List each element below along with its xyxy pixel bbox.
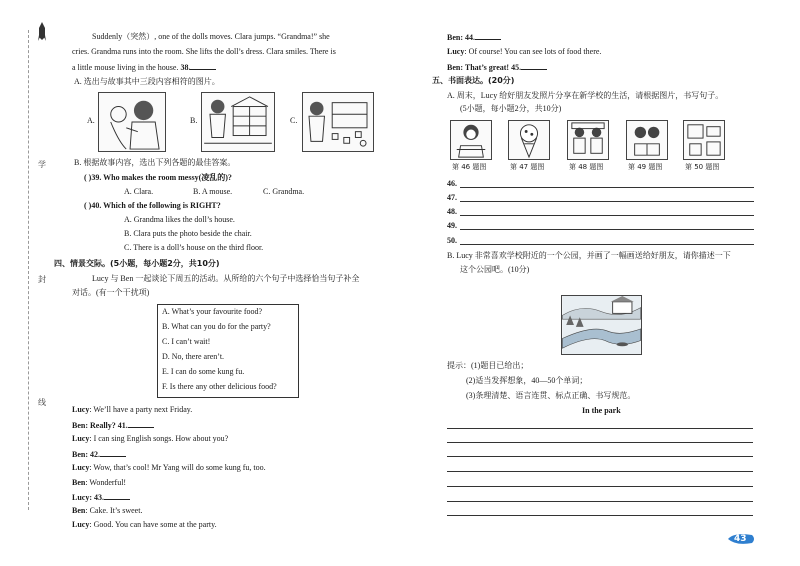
essay-line[interactable]: [447, 471, 753, 472]
options-box: [157, 304, 299, 398]
picture-49: [626, 120, 668, 160]
q39-option: C. Grandma.: [263, 187, 305, 196]
picture-caption: 第 46 题图: [452, 163, 487, 171]
essay-line[interactable]: [447, 515, 753, 516]
dialogue-line: Ben: That’s great! 45.: [447, 62, 547, 73]
line-number: 50.: [447, 236, 457, 245]
dialogue-line: Ben: Wonderful!: [72, 478, 127, 487]
part-b-instruction: 这个公园吧。(10分): [460, 265, 530, 274]
story-line-3: a little mouse living in the house. 38.: [72, 62, 216, 73]
answer-blank[interactable]: [100, 449, 126, 457]
margin-label: 学: [38, 160, 46, 169]
story-line: Suddenly（突然）, one of the dolls moves. Clara jumps. “Grandma!” she: [92, 32, 330, 41]
picture-caption: 第 48 题图: [569, 163, 604, 171]
option-item: E. I can do some kung fu.: [162, 367, 245, 376]
page-number: 43: [734, 534, 747, 544]
writing-line[interactable]: [460, 187, 754, 188]
story-line: cries. Grandma runs into the room. She lifts the doll’s dress. Clara smiles. There is: [72, 47, 336, 56]
line-number: 48.: [447, 207, 457, 216]
essay-title: In the park: [582, 406, 621, 415]
option-label: C.: [290, 116, 298, 125]
part-a-instruction: A. 选出与故事其中三段内容相符的图片。: [74, 77, 220, 86]
answer-blank[interactable]: [475, 32, 501, 40]
option-b-picture: [201, 92, 275, 152]
line-number: 49.: [447, 221, 457, 230]
answer-blank[interactable]: [104, 492, 130, 500]
binding-line: [28, 30, 38, 510]
picture-caption: 第 47 题图: [510, 163, 545, 171]
dialogue-line: Ben: 42.: [72, 449, 126, 460]
park-picture: [561, 295, 642, 355]
section-4-title: 四、情景交际。(5小题，每小题2分，共10分): [54, 259, 220, 268]
option-c-picture: [302, 92, 374, 152]
dialogue-line: Ben: 44.: [447, 32, 501, 43]
answer-blank[interactable]: [521, 62, 547, 70]
essay-line[interactable]: [447, 456, 753, 457]
section-4-intro: Lucy 与 Ben 一起谈论下周五的活动。从所给的六个句子中选择恰当句子补全: [92, 274, 360, 283]
writing-line[interactable]: [460, 229, 754, 230]
q39-option: A. Clara.: [124, 187, 154, 196]
picture-47: [508, 120, 550, 160]
dialogue-line: Lucy: Of course! You can see lots of food there.: [447, 47, 602, 56]
option-item: C. I can’t wait!: [162, 337, 211, 346]
option-item: A. What’s your favourite food?: [162, 307, 263, 316]
section-5-title: 五、书面表达。(20分): [432, 76, 515, 85]
picture-48: [567, 120, 609, 160]
tip: (3)条理清楚、语言连贯、标点正确、书写规范。: [466, 391, 636, 400]
essay-line[interactable]: [447, 486, 753, 487]
q40-option: B. Clara puts the photo beside the chair.: [124, 229, 252, 238]
question-39: ( )39. Who makes the room messy(凌乱的)?: [84, 173, 232, 182]
q40-option: C. There is a doll’s house on the third floor.: [124, 243, 264, 252]
option-item: D. No, there aren’t.: [162, 352, 225, 361]
dialogue-line: Lucy: 43.: [72, 492, 130, 503]
writing-line[interactable]: [460, 201, 754, 202]
option-item: F. Is there any other delicious food?: [162, 382, 277, 391]
picture-50: [683, 120, 725, 160]
option-label: A.: [87, 116, 95, 125]
part-a-instruction: A. 周末，Lucy 给好朋友发照片分享在新学校的生活，请根据图片，书写句子。: [447, 91, 724, 100]
tip: (2)适当发挥想象，40—50个单词；: [466, 376, 588, 385]
part-a-note: (5小题，每小题2分，共10分): [460, 104, 562, 113]
part-b-instruction: B. Lucy 非常喜欢学校附近的一个公园，并画了一幅画送给好朋友，请你描述一下: [447, 251, 731, 260]
dialogue-line: Ben: Cake. It’s sweet.: [72, 506, 143, 515]
question-40: ( )40. Which of the following is RIGHT?: [84, 201, 221, 210]
part-b-instruction: B. 根据故事内容，选出下列各题的最佳答案。: [74, 158, 236, 167]
rocket-icon: [38, 22, 46, 42]
writing-line[interactable]: [460, 244, 754, 245]
tips-title: 提示：(1)题目已给出；: [447, 361, 529, 370]
q40-option: A. Grandma likes the doll’s house.: [124, 215, 235, 224]
essay-line[interactable]: [447, 501, 753, 502]
picture-46: [450, 120, 492, 160]
picture-caption: 第 50 题图: [685, 163, 720, 171]
answer-blank[interactable]: [190, 62, 216, 70]
dialogue-line: Lucy: Good. You can have some at the party.: [72, 520, 217, 529]
answer-blank[interactable]: [128, 420, 154, 428]
essay-line[interactable]: [447, 442, 753, 443]
option-a-picture: [98, 92, 166, 152]
margin-label: 线: [38, 398, 46, 407]
dialogue-line: Lucy: I can sing English songs. How about you?: [72, 434, 229, 443]
dialogue-line: Ben: Really? 41.: [72, 420, 154, 431]
option-item: B. What can you do for the party?: [162, 322, 271, 331]
margin-label: 封: [38, 275, 46, 284]
q39-option: B. A mouse.: [193, 187, 233, 196]
line-number: 47.: [447, 193, 457, 202]
dialogue-line: Lucy: We’ll have a party next Friday.: [72, 405, 193, 414]
section-4-intro: 对话。(有一个干扰项): [72, 288, 150, 297]
dialogue-line: Lucy: Wow, that’s cool! Mr Yang will do some kung fu, too.: [72, 463, 266, 472]
line-number: 46.: [447, 179, 457, 188]
writing-line[interactable]: [460, 215, 754, 216]
essay-line[interactable]: [447, 428, 753, 429]
option-label: B.: [190, 116, 198, 125]
picture-caption: 第 49 题图: [628, 163, 663, 171]
